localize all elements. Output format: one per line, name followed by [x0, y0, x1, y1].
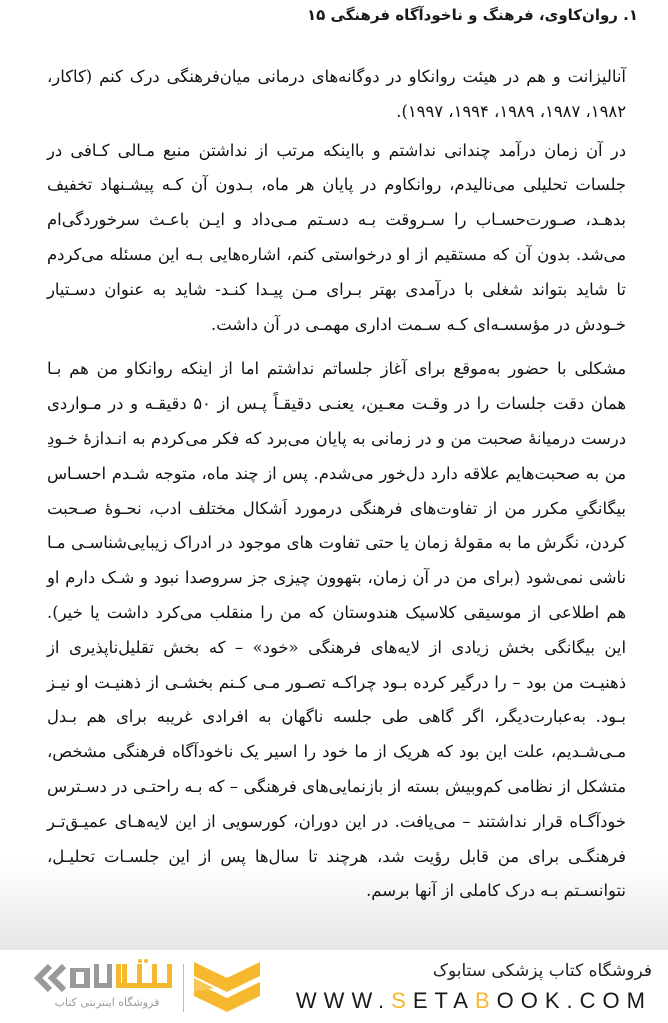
page-body — [47, 56, 626, 909]
setabook-wordmark-icon — [28, 958, 178, 998]
logo-subtitle: فروشگاه اینترنتی کتاب — [54, 996, 160, 1009]
setabook-logo[interactable] — [28, 958, 260, 1016]
url-part: WWW. — [295, 988, 392, 1013]
store-info — [296, 958, 652, 1018]
store-name: فروشگاه کتاب پزشکی ستابوک — [432, 961, 652, 981]
url-highlight: S — [391, 988, 413, 1013]
url-part: ETA — [412, 988, 475, 1013]
logo-divider — [183, 964, 184, 1012]
block-quote: در آن زمان درآمد چندانی نداشتم و بااینکه مرتب از نداشتن منبع مـالی کـافی در جلسات تحلیلی می‌نالیدم، روانکاوم در پایان هر ماه، بـدون آن کـه پیشـنهاد تخفیف بدهـد، صـورت‌حسـاب را سـروقت بـه دسـتم مـی‌داد و ایـن باعـث سرخوردگی‌ام می‌شد. بدون آن که مستقیم از او درخواستی کنم، اشاره‌هایی بـه این مسئله می‌کردم تا شاید بتواند شغلی با درآمدی بهتر بـرای مـن پیـدا کنـد- شاید به عنوان دسـتیار خـودش در مؤسسـه‌ای کـه سـمت اداری مهمـی در آن داشت. — [47, 140, 627, 334]
store-url-link[interactable] — [296, 984, 652, 1018]
setabook-chevron-mark-icon — [194, 962, 260, 1014]
paragraph-continuation: آنالیزانت و هم در هیئت روانکاو در دوگانه‌های درمانی میان‌فرهنگی درک کنم (کاکار، ۱۹۸۲، ۱۹۸۷، ۱۹۸۹، ۱۹۹۴، ۱۹۹۷). — [47, 67, 626, 121]
running-head: ۱. روان‌کاوی، فرهنگ و ناخودآگاه فرهنگی ۱۵ — [307, 6, 638, 24]
url-highlight: B — [474, 988, 497, 1013]
paragraph-main: مشکلی با حضور به‌موقع برای آغاز جلساتم نداشتم اما از اینکه روانکاو من هم بـا همان دقت جلسات را در وقـت معـین، یعنـی دقیقـاً پـس از ۵۰ دقیقـه و در مـواردی درست درمیانهٔ صحبت من و در زمانی به پایان می‌برد که فکر می‌کردم به انـدازهٔ خـودِ من به صحبت‌هایم علاقه دارد دل‌خور می‌شدم. پس از چند ماه، متوجه شـدم احسـاس بیگانگیِ مکرر من از تفاوت‌های فرهنگی درمورد اَشکال مختلف ادب، نحـوهٔ صـحبت کردن، نگرش ما به مقولهٔ زمان یا حتی تفاوت های موجود در ادراک زیبایی‌شناسـی مـا ناشی نمی‌شود (برای من در آن زمان، بتهوون چیزی جز سروصدا نبود و شـک دارم او هم اطلاعی از موسیقی کلاسیک هندوستان که من را منقلب می‌کرد داشت یا خیر). این بیگانگی بخش زیادی از لایه‌های فرهنگی «خود» – که بخش تقلیل‌ناپذیری از ذهنیـت من بود – را درگیر کرده بـود چراکـه تصـور مـی کـنم بخشـی از ذهنیـت او نیـز بـود. به‌عبارت‌دیگر، اگر گاهی طی جلسه ناگهان به افرادی غریبه برای هم بـدل مـی‌شـدیم، علت این بود که هریک از ما خود را اسیر یک ناخودآگاه فرهنگی مشخص، متشکل از نظامی کم‌وبیش بسته از بازنمایی‌های فرهنگی – که بـه راحتـی در دسـترس خودآگـاه قرار نداشتند – می‌یافت. در این دوران، کورسویی از این لایه‌هـای عمیـق‌تـر فرهنگـی برای من قابل رؤیت شد، هرچند تا سال‌ها پس از این جلسـات تحلیـل، نتوانسـتم بـه درک کاملی از آنها برسم. — [47, 359, 626, 901]
url-part: OOK.COM — [496, 988, 652, 1013]
footer-banner — [0, 950, 668, 1023]
